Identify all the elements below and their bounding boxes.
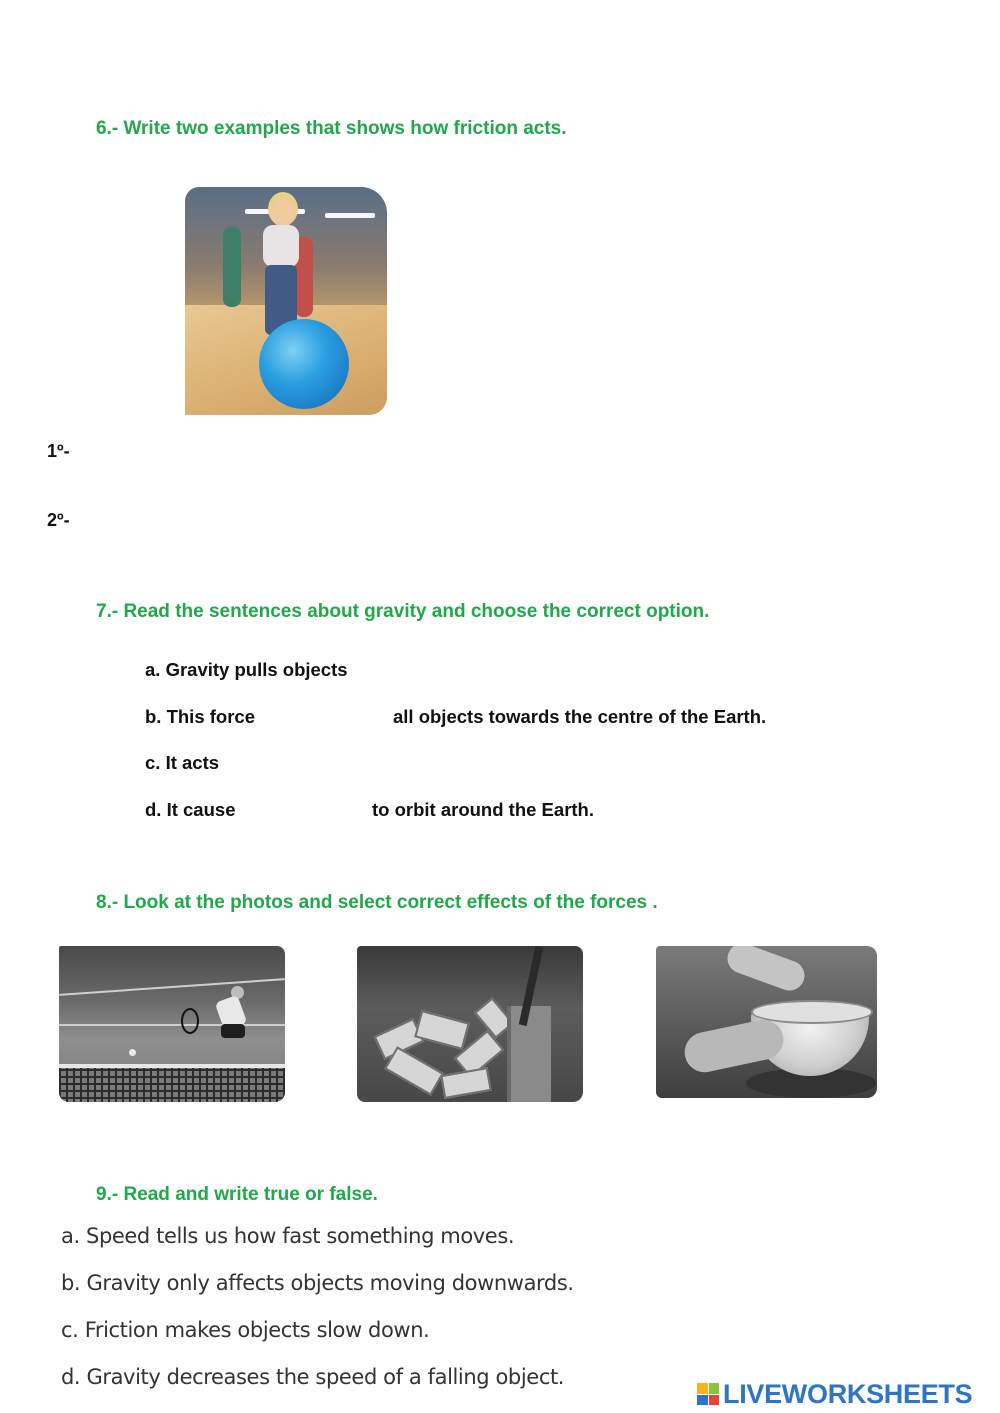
answer-label-2: 2º- bbox=[47, 510, 70, 530]
question-6-title: 6.- Write two examples that shows how friction acts. bbox=[96, 118, 567, 139]
sentence-c: c. It acts bbox=[145, 752, 220, 773]
bowling-photo bbox=[185, 187, 387, 415]
question-9-title: 9.- Read and write true or false. bbox=[96, 1184, 378, 1205]
statement-a: a. Speed tells us how fast something moves. bbox=[61, 1224, 515, 1248]
potter-hand bbox=[723, 946, 808, 995]
sentence-b-end: all objects towards the centre of the Earth. bbox=[393, 706, 767, 727]
wood-chopping-photo bbox=[357, 946, 583, 1102]
tennis-ball bbox=[129, 1049, 136, 1056]
potter-hand bbox=[681, 1016, 787, 1076]
question-8-title: 8.- Look at the photos and select correct effects of the forces . bbox=[96, 892, 658, 913]
sentence-d-start: d. It cause bbox=[145, 799, 236, 820]
chopping-stump bbox=[507, 1006, 551, 1102]
ceiling-light bbox=[325, 213, 375, 218]
bowling-ball bbox=[259, 319, 349, 409]
statement-c: c. Friction makes objects slow down. bbox=[61, 1318, 430, 1342]
tennis-racket bbox=[181, 1008, 199, 1034]
sentence-a: a. Gravity pulls objects bbox=[145, 659, 348, 680]
pottery-photo bbox=[656, 946, 877, 1098]
statement-b: b. Gravity only affects objects moving downwards. bbox=[61, 1271, 574, 1295]
tennis-net bbox=[59, 1064, 285, 1102]
answer-label-1: 1º- bbox=[47, 441, 70, 461]
tennis-photo bbox=[59, 946, 285, 1102]
sentence-d-end: to orbit around the Earth. bbox=[372, 799, 594, 820]
tennis-player bbox=[199, 986, 259, 1056]
background-person bbox=[223, 227, 241, 307]
sentence-b-start: b. This force bbox=[145, 706, 255, 727]
question-7-title: 7.- Read the sentences about gravity and choose the correct option. bbox=[96, 601, 710, 622]
logo-mark-icon bbox=[697, 1383, 719, 1405]
logo-text: LIVEWORKSHEETS bbox=[723, 1378, 973, 1409]
liveworksheets-logo bbox=[697, 1376, 972, 1412]
bowler bbox=[255, 199, 305, 329]
statement-d: d. Gravity decreases the speed of a falling object. bbox=[61, 1365, 565, 1389]
